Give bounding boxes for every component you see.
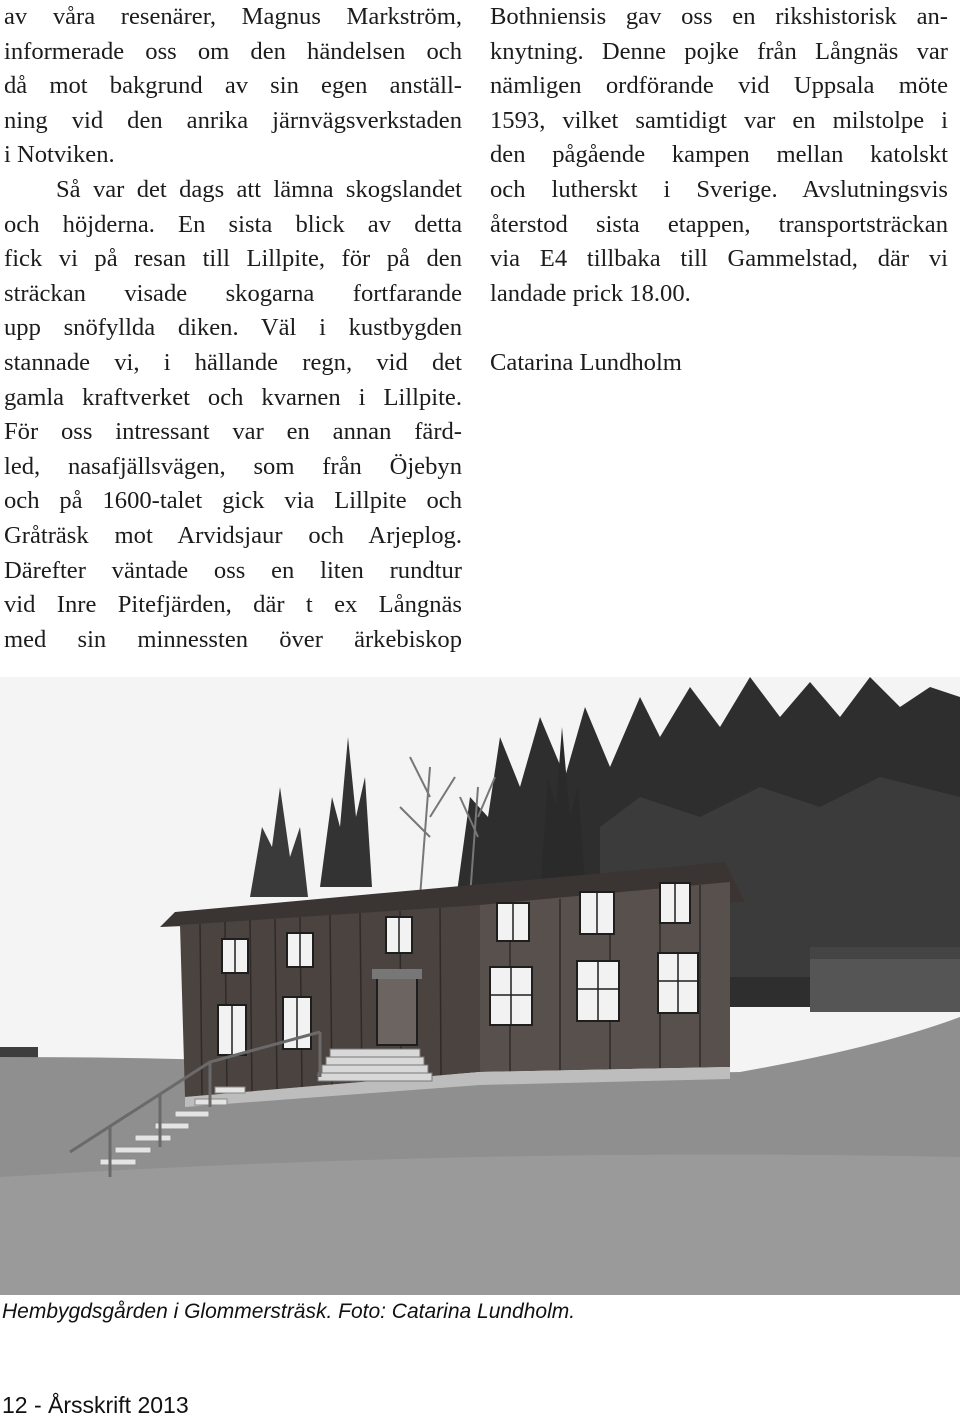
page-folio: 12 - Årsskrift 2013 <box>2 1392 189 1418</box>
house-photo-illustration <box>0 677 960 1295</box>
text-line: den pågående kampen mellan katolskt <box>490 141 948 169</box>
text-line: Så var det dags att lämna skogslandet <box>56 175 462 203</box>
text-line: Bothniensis gav oss en rikshistorisk an- <box>490 3 948 30</box>
text-line: informerade oss om den händelsen och <box>4 37 462 65</box>
text-line: knytning. Denne pojke från Långnäs var <box>490 37 948 65</box>
text-line: led, nasafjällsvägen, som från Öjebyn <box>4 452 462 480</box>
text-line: sträckan visade skogarna fortfarande <box>4 279 462 307</box>
text-line: återstod sista etappen, transportsträckan <box>490 210 948 238</box>
author-signature: Catarina Lundholm <box>490 348 682 376</box>
text-line: landade prick 18.00. <box>490 279 691 307</box>
text-line: 1593, vilket samtidigt var en milstolpe i <box>490 106 948 134</box>
text-line: och höjderna. En sista blick av detta <box>4 210 462 238</box>
photo-caption: Hembygdsgården i Glommersträsk. Foto: Catarina Lundholm. <box>2 1300 576 1323</box>
text-line: via E4 tillbaka till Gammelstad, där vi <box>490 245 948 273</box>
text-line: För oss intressant var en annan färd- <box>4 418 462 446</box>
text-line: nämligen ordförande vid Uppsala möte <box>490 72 948 100</box>
text-column-left <box>4 0 462 657</box>
text-line: av våra resenärer, Magnus Markström, <box>4 3 462 30</box>
text-line: och på 1600-talet gick via Lillpite och <box>4 487 462 515</box>
text-line: Därefter väntade oss en liten rundtur <box>4 556 462 584</box>
house-photo <box>0 677 960 1295</box>
text-line: fick vi på resan till Lillpite, för på den <box>4 245 462 273</box>
text-column-right <box>490 0 948 381</box>
text-line: stannade vi, i hällande regn, vid det <box>4 348 462 376</box>
text-line: med sin minnessten över ärkebiskop <box>4 625 462 653</box>
text-line: Gråträsk mot Arvidsjaur och Arjeplog. <box>4 521 462 549</box>
text-line: gamla kraftverket och kvarnen i Lillpite. <box>4 383 462 411</box>
text-line: upp snöfyllda diken. Väl i kustbygden <box>4 314 462 342</box>
text-line: då mot bakgrund av sin egen anställ- <box>4 72 462 100</box>
text-line: vid Inre Pitefjärden, där t ex Långnäs <box>4 591 462 619</box>
text-line: och lutherskt i Sverige. Avslutningsvis <box>490 175 948 203</box>
text-line: i Notviken. <box>4 141 115 169</box>
text-line: ning vid den anrika järnvägsverkstaden <box>4 106 462 134</box>
